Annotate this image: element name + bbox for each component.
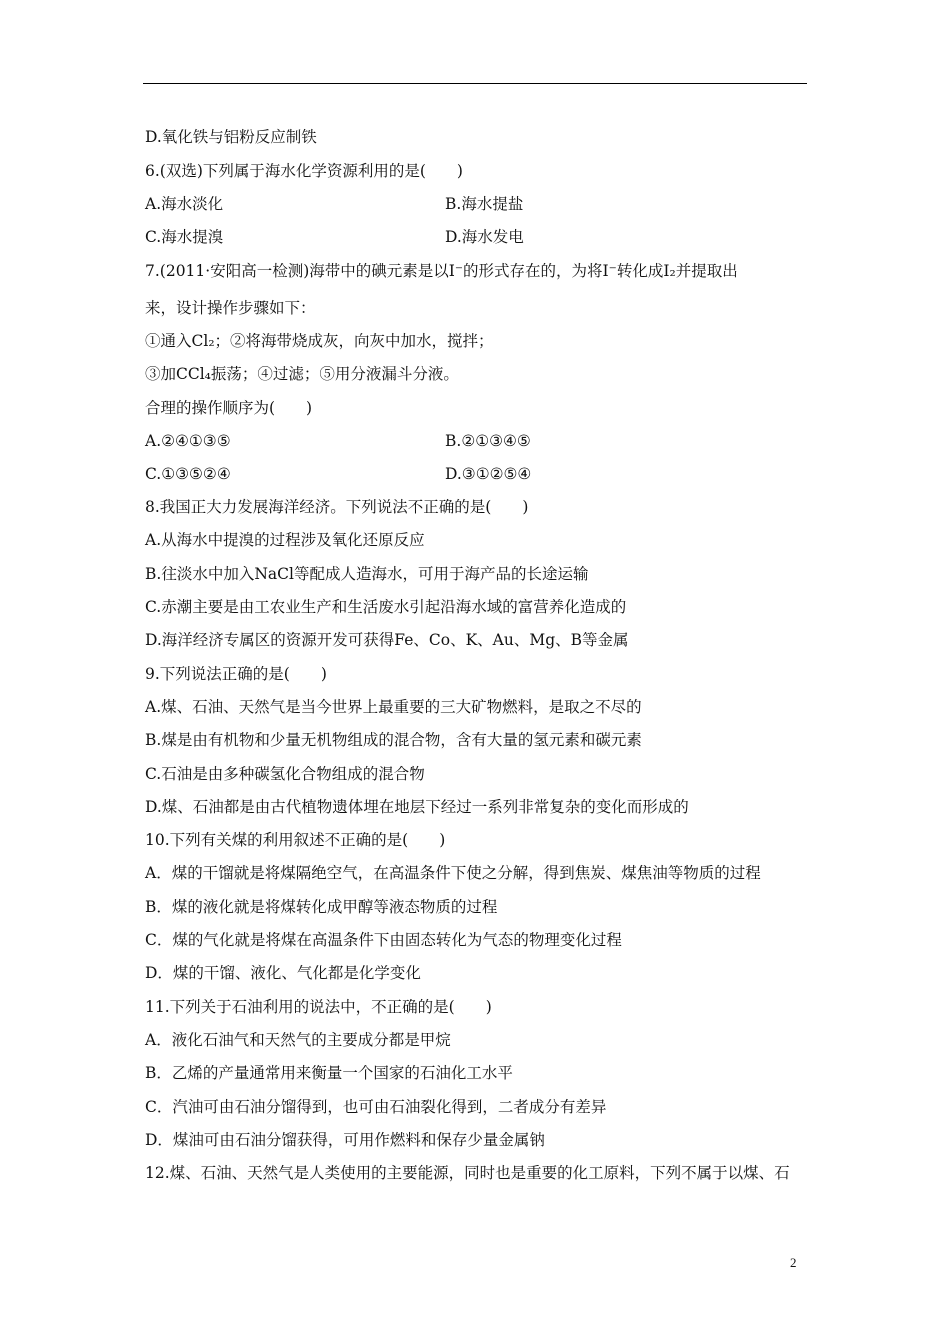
- question-6-option-c: C.海水提溴: [145, 228, 224, 246]
- question-10-option-b: B．煤的液化就是将煤转化成甲醇等液态物质的过程: [145, 898, 498, 916]
- question-8-stem: 8.我国正大力发展海洋经济。下列说法不正确的是( ): [145, 498, 529, 516]
- question-7-steps-line2: ③加CCl₄振荡；④过滤；⑤用分液漏斗分液。: [145, 365, 459, 383]
- question-9-option-b: B.煤是由有机物和少量无机物组成的混合物，含有大量的氢元素和碳元素: [145, 731, 642, 749]
- question-7-prompt: 合理的操作顺序为( ): [145, 399, 313, 417]
- question-10-option-c: C．煤的气化就是将煤在高温条件下由固态转化为气态的物理变化过程: [145, 931, 622, 949]
- question-10-option-d: D．煤的干馏、液化、气化都是化学变化: [145, 964, 421, 982]
- question-8-option-a: A.从海水中提溴的过程涉及氧化还原反应: [145, 531, 425, 549]
- question-11-option-d: D．煤油可由石油分馏获得，可用作燃料和保存少量金属钠: [145, 1131, 545, 1149]
- question-7-steps-line1: ①通入Cl₂；②将海带烧成灰，向灰中加水，搅拌；: [145, 332, 494, 350]
- question-7-option-a: A.②④①③⑤: [145, 432, 231, 450]
- question-9-option-c: C.石油是由多种碳氢化合物组成的混合物: [145, 765, 425, 783]
- question-11-option-b: B．乙烯的产量通常用来衡量一个国家的石油化工水平: [145, 1064, 513, 1082]
- question-6-stem: 6.(双选)下列属于海水化学资源利用的是( ): [145, 162, 463, 180]
- question-7-option-c: C.①③⑤②④: [145, 465, 231, 483]
- question-7-stem-line1: 7.(2011·安阳高一检测)海带中的碘元素是以I⁻的形式存在的，为将I⁻转化成I₂并提取出: [145, 262, 738, 280]
- question-7-option-b: B.②①③④⑤: [445, 432, 531, 450]
- question-8-option-d: D.海洋经济专属区的资源开发可获得Fe、Co、K、Au、Mg、B等金属: [145, 631, 629, 649]
- page-number: 2: [790, 1255, 797, 1270]
- question-9-option-d: D.煤、石油都是由古代植物遗体埋在地层下经过一系列非常复杂的变化而形成的: [145, 798, 689, 816]
- question-11-option-a: A．液化石油气和天然气的主要成分都是甲烷: [145, 1031, 451, 1049]
- question-11-stem: 11.下列关于石油利用的说法中，不正确的是( ): [145, 998, 492, 1016]
- question-7-option-d: D.③①②⑤④: [445, 465, 532, 483]
- question-10-option-a: A．煤的干馏就是将煤隔绝空气，在高温条件下使之分解，得到焦炭、煤焦油等物质的过程: [145, 864, 761, 882]
- question-6-option-a: A.海水淡化: [145, 195, 224, 213]
- question-5-option-d: D.氧化铁与铝粉反应制铁: [145, 128, 317, 146]
- question-8-option-c: C.赤潮主要是由工农业生产和生活废水引起沿海水域的富营养化造成的: [145, 598, 627, 616]
- question-12-stem: 12.煤、石油、天然气是人类使用的主要能源，同时也是重要的化工原料，下列不属于以煤、石: [145, 1164, 790, 1182]
- question-10-stem: 10.下列有关煤的利用叙述不正确的是( ): [145, 831, 446, 849]
- question-9-stem: 9.下列说法正确的是( ): [145, 665, 327, 683]
- question-7-stem-line2: 来，设计操作步骤如下：: [145, 299, 316, 317]
- question-6-option-b: B.海水提盐: [445, 195, 524, 213]
- question-6-option-d: D.海水发电: [445, 228, 524, 246]
- question-9-option-a: A.煤、石油、天然气是当今世界上最重要的三大矿物燃料，是取之不尽的: [145, 698, 642, 716]
- question-11-option-c: C．汽油可由石油分馏得到，也可由石油裂化得到，二者成分有差异: [145, 1098, 607, 1116]
- header-rule: [143, 83, 807, 84]
- question-8-option-b: B.往淡水中加入NaCl等配成人造海水，可用于海产品的长途运输: [145, 565, 589, 583]
